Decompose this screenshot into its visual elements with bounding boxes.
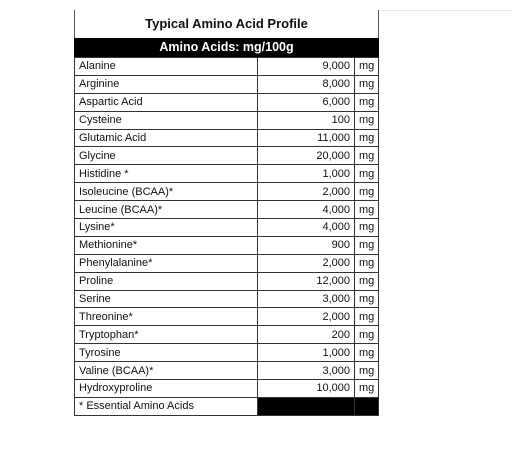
amino-acid-unit: mg	[355, 254, 379, 272]
table-row	[75, 219, 379, 237]
amino-acid-name: Serine	[75, 290, 258, 308]
amino-acid-unit: mg	[355, 380, 379, 398]
amino-acid-unit: mg	[355, 236, 379, 254]
amino-acid-amount: 100	[258, 111, 355, 129]
amino-acid-unit: mg	[355, 58, 379, 76]
amino-acid-name: Leucine (BCAA)*	[75, 201, 258, 219]
table-row	[75, 380, 379, 398]
amino-acid-amount: 2,000	[258, 254, 355, 272]
footnote-row	[75, 397, 379, 415]
table-row	[75, 308, 379, 326]
table-row	[75, 254, 379, 272]
amino-acid-unit: mg	[355, 308, 379, 326]
amino-acid-name: Lysine*	[75, 219, 258, 237]
amino-acid-amount: 900	[258, 236, 355, 254]
amino-acid-amount: 8,000	[258, 75, 355, 93]
footnote-filler-cell	[258, 397, 355, 415]
table-row	[75, 75, 379, 93]
amino-acid-amount: 20,000	[258, 147, 355, 165]
amino-acid-unit: mg	[355, 326, 379, 344]
divider-line	[380, 10, 512, 11]
amino-acid-amount: 4,000	[258, 201, 355, 219]
table-row	[75, 362, 379, 380]
table-body	[75, 58, 379, 398]
amino-acid-amount: 9,000	[258, 58, 355, 76]
amino-acid-name: Tryptophan*	[75, 326, 258, 344]
amino-acid-name: Glutamic Acid	[75, 129, 258, 147]
table-header-bar: Amino Acids: mg/100g	[74, 38, 379, 57]
amino-acid-name: Threonine*	[75, 308, 258, 326]
table-row	[75, 129, 379, 147]
amino-acid-name: Tyrosine	[75, 344, 258, 362]
amino-acid-name: Phenylalanine*	[75, 254, 258, 272]
amino-acid-amount: 3,000	[258, 290, 355, 308]
page-title: Typical Amino Acid Profile	[74, 10, 379, 38]
amino-acid-amount: 1,000	[258, 344, 355, 362]
table-row	[75, 201, 379, 219]
amino-acid-unit: mg	[355, 272, 379, 290]
amino-acid-name: Glycine	[75, 147, 258, 165]
table-row	[75, 93, 379, 111]
table-row	[75, 236, 379, 254]
amino-acid-amount: 2,000	[258, 183, 355, 201]
amino-acid-amount: 2,000	[258, 308, 355, 326]
table-row	[75, 290, 379, 308]
amino-acid-unit: mg	[355, 344, 379, 362]
amino-acid-amount: 1,000	[258, 165, 355, 183]
table-row	[75, 111, 379, 129]
amino-acid-unit: mg	[355, 219, 379, 237]
amino-acid-unit: mg	[355, 129, 379, 147]
amino-acid-amount: 12,000	[258, 272, 355, 290]
amino-acid-unit: mg	[355, 290, 379, 308]
amino-acid-table	[74, 57, 379, 416]
amino-acid-profile-sheet	[74, 10, 379, 416]
table-row	[75, 147, 379, 165]
amino-acid-amount: 11,000	[258, 129, 355, 147]
amino-acid-unit: mg	[355, 183, 379, 201]
amino-acid-unit: mg	[355, 201, 379, 219]
table-row	[75, 183, 379, 201]
amino-acid-name: Alanine	[75, 58, 258, 76]
amino-acid-unit: mg	[355, 93, 379, 111]
table-row	[75, 272, 379, 290]
amino-acid-name: Histidine *	[75, 165, 258, 183]
amino-acid-amount: 200	[258, 326, 355, 344]
amino-acid-name: Aspartic Acid	[75, 93, 258, 111]
amino-acid-name: Proline	[75, 272, 258, 290]
table-row	[75, 344, 379, 362]
amino-acid-name: Arginine	[75, 75, 258, 93]
amino-acid-amount: 6,000	[258, 93, 355, 111]
table-row	[75, 326, 379, 344]
amino-acid-name: Valine (BCAA)*	[75, 362, 258, 380]
amino-acid-name: Cysteine	[75, 111, 258, 129]
amino-acid-amount: 3,000	[258, 362, 355, 380]
amino-acid-amount: 10,000	[258, 380, 355, 398]
amino-acid-unit: mg	[355, 111, 379, 129]
amino-acid-unit: mg	[355, 75, 379, 93]
amino-acid-unit: mg	[355, 362, 379, 380]
amino-acid-amount: 4,000	[258, 219, 355, 237]
table-row	[75, 165, 379, 183]
footnote-filler-cell	[355, 397, 379, 415]
table-row	[75, 58, 379, 76]
amino-acid-unit: mg	[355, 165, 379, 183]
amino-acid-unit: mg	[355, 147, 379, 165]
amino-acid-name: Hydroxyproline	[75, 380, 258, 398]
amino-acid-name: Isoleucine (BCAA)*	[75, 183, 258, 201]
amino-acid-name: Methionine*	[75, 236, 258, 254]
footnote-text: * Essential Amino Acids	[75, 397, 258, 415]
